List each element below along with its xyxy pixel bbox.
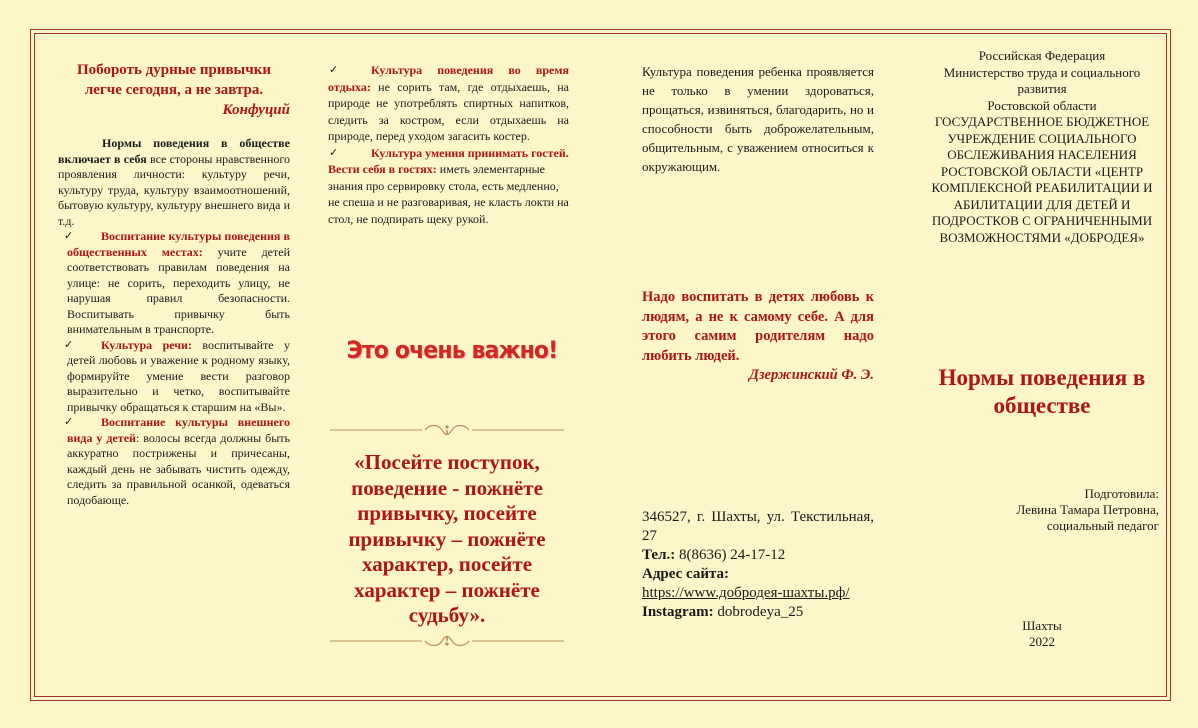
item-text: иметь элементарные знания про сервировку стола, есть медленно, не спеша и не разговаривая, не класть локти на стол, не подпирать щеку рукой. xyxy=(328,162,569,226)
check-icon: ✓ xyxy=(329,146,339,159)
quote-author: Дзержинский Ф. Э. xyxy=(749,367,874,383)
prepared-by xyxy=(960,486,1159,534)
phone-line xyxy=(642,546,874,565)
proverb-quote: «Посейте поступок, поведение - пожнёте привычку, посейте привычку – пожнёте характер, посейте характер – пожнёте судьбу». xyxy=(348,450,546,627)
prepared-role: социальный педагог xyxy=(1046,518,1159,533)
list-item xyxy=(328,62,569,145)
city: Шахты xyxy=(1022,618,1062,633)
confucius-author: Конфуций xyxy=(222,102,290,118)
item-heading: Воспитание культуры поведения в общественных местах: xyxy=(67,229,290,259)
check-icon: ✓ xyxy=(329,64,339,76)
check-icon: ✓ xyxy=(64,230,74,242)
ornament-divider xyxy=(330,634,564,648)
instagram-line xyxy=(642,603,874,622)
column-3-text: Культура поведения ребенка проявляется не только в умении здороваться, прощаться, извиняться, благодарить, но и способности быть доброжелательным, общительным, с уважением относиться к окружающим. xyxy=(642,64,874,174)
quote-text: Надо воспитать в детях любовь к людям, а не к самому себе. А для этого самим родителям надо любить людей. xyxy=(642,289,874,364)
site-label: Адрес сайта: xyxy=(642,566,730,582)
list-item xyxy=(58,338,290,416)
item-heading: Культура речи: xyxy=(101,337,192,352)
list-item xyxy=(58,415,290,508)
city-year xyxy=(1000,618,1084,650)
address: 346527, г. Шахты, ул. Текстильная, 27 xyxy=(642,509,874,544)
org-line: ГОСУДАРСТВЕННОЕ БЮДЖЕТНОЕ УЧРЕЖДЕНИЕ СОЦИАЛЬНОГО ОБСЛЕЖИВАНИЯ НАСЕЛЕНИЯ РОСТОВСКОЙ ОБЛАСТИ «ЦЕНТР КОМПЛЕКСНОЙ РЕАБИЛИТАЦИИ И АБИЛИТАЦИИ ДЛЯ ДЕТЕЙ И ПОДРОСТКОВ С ОГРАНИЧЕННЫМИ ВОЗМОЖНОСТЯМИ «ДОБРОДЕЯ» xyxy=(931,114,1153,245)
dzerzhinsky-quote xyxy=(642,288,874,386)
instagram-handle: dobrodeya_25 xyxy=(713,604,804,620)
item-text: : волосы всегда должны быть аккуратно пострижены и причесаны, каждый день не забывать чистить одежду, следить за правильной осанкой, одеваться подобающе. xyxy=(67,430,290,507)
prepared-label: Подготовила: xyxy=(1084,486,1159,501)
instagram-label: Instagram: xyxy=(642,604,714,620)
intro-text: все стороны нравственного проявления личности: культуру речи, культуру труда, культуру взаимоотношений, бытовую культуру, культуру внешнего вида и т.д. xyxy=(58,151,290,228)
list-item xyxy=(328,145,569,228)
ornament-divider xyxy=(330,423,564,437)
brochure-title: Нормы поведения в обществе xyxy=(938,365,1146,418)
intro-paragraph xyxy=(58,136,290,229)
check-icon: ✓ xyxy=(64,416,74,428)
contacts-block xyxy=(642,508,874,622)
column-1 xyxy=(58,60,290,508)
org-line: Российская Федерация xyxy=(978,48,1106,63)
column-2 xyxy=(328,62,569,227)
confucius-quote: Побороть дурные привычки легче сегодня, а не завтра. xyxy=(76,62,272,98)
check-icon: ✓ xyxy=(64,338,74,351)
item-heading: Культура поведения во время отдыха: xyxy=(328,63,569,94)
organization-header xyxy=(923,48,1161,246)
item-text: воспитывайте у детей любовь и уважение к родному языку, формируйте умение вести разговор выразительно и четко, воспитывайте привычку обращаться к старшим на «Вы». xyxy=(67,337,291,414)
item-heading: Воспитание культуры внешнего вида у детей xyxy=(67,415,290,445)
item-text: не сорить там, где отдыхаешь, на природе не употреблять спиртных напитков, следить за костром, если отдыхаешь на природе, перед уходом загасить костер. xyxy=(328,79,569,143)
year: 2022 xyxy=(1029,634,1055,649)
important-banner: Это очень важно! xyxy=(346,336,558,364)
intro-bold: Нормы поведения в обществе включает в себя xyxy=(58,136,290,166)
org-line: Ростовской области xyxy=(987,97,1097,113)
site-link[interactable]: https://www.добродея-шахты.рф/ xyxy=(642,585,850,601)
org-line: Министерство труда и социального развития xyxy=(943,64,1141,96)
item-heading: Культура умения принимать гостей. Вести себя в гостях: xyxy=(328,145,569,176)
phone-label: Тел.: xyxy=(642,547,676,563)
prepared-name: Левина Тамара Петровна, xyxy=(1016,502,1159,517)
phone-number: 8(8636) 24-17-12 xyxy=(675,547,786,563)
item-text: учите детей соответствовать правилам поведения на улице: не сорить, переходить улицу, не нарушая правил безопасности. Воспитывать привычку быть внимательным в транспорте. xyxy=(67,244,291,336)
list-item xyxy=(58,229,290,338)
